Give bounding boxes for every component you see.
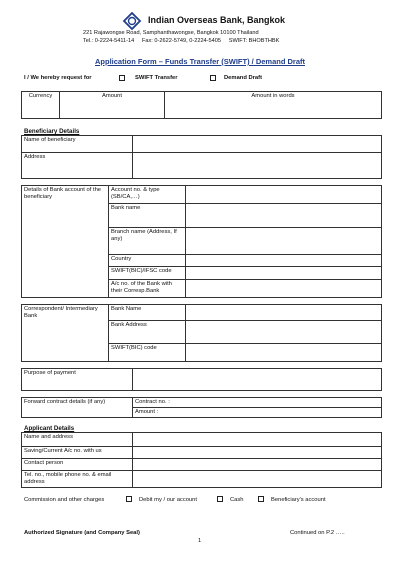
bank-name-field[interactable] (186, 204, 382, 228)
form-title: Application Form – Funds Transfer (SWIFT) / Demand Draft (95, 57, 306, 66)
forward-contract-label: Forward contract details (if any) (22, 398, 133, 418)
beneficiary-address-label: Address (22, 153, 133, 179)
bank-contacts: Tel.: 0-2224-5411-14 Fax: 0-2622-5749, 0-2224-5405 SWIFT: BHOBTHBK (83, 38, 280, 44)
beneficiary-account-checkbox[interactable] (258, 496, 264, 502)
debit-account-checkbox[interactable] (126, 496, 132, 502)
bank-account-label: Details of Bank account of the beneficiary (22, 186, 109, 298)
amount-in-words-label: Amount in words (251, 93, 295, 99)
demand-draft-checkbox[interactable] (210, 75, 216, 81)
applicant-account-field[interactable] (133, 447, 382, 459)
currency-field[interactable] (22, 92, 60, 119)
beneficiary-address-field[interactable] (133, 153, 382, 179)
bank-address: 221 Rajawongse Road, Samphanthawongse, Bangkok 10100 Thailand (83, 30, 259, 36)
amount-in-words-field[interactable] (165, 92, 382, 119)
cash-checkbox[interactable] (217, 496, 223, 502)
bank-name-label: Bank name (109, 204, 186, 228)
debit-account-label: Debit my / our account (139, 497, 197, 503)
country-label: Country (109, 255, 186, 267)
demand-draft-label: Demand Draft (224, 75, 263, 81)
account-no-label: Account no. & type (SB/CA,…) (109, 186, 186, 204)
beneficiary-heading: Beneficiary Details (24, 128, 80, 135)
signature-label: Authorized Signature (and Company Seal) (24, 530, 140, 536)
applicant-name-field[interactable] (133, 433, 382, 447)
swift-ifsc-label: SWIFT(BIC)/IFSC code (109, 267, 186, 280)
correspondent-label: Correspondent/ Intermediary Bank (22, 305, 109, 362)
bank-account-table (21, 185, 382, 298)
applicant-name-label: Name and address (22, 433, 133, 447)
corresp-account-field[interactable] (186, 280, 382, 298)
swift-transfer-checkbox[interactable] (119, 75, 125, 81)
beneficiary-account-label: Beneficiary's account (271, 497, 326, 503)
charges-label: Commission and other charges (24, 497, 105, 503)
purpose-label: Purpose of payment (22, 369, 133, 391)
contract-no-field[interactable] (133, 398, 382, 408)
corr-bank-name-label: Bank Name (109, 305, 186, 321)
amount-table (21, 91, 382, 119)
correspondent-table (21, 304, 382, 362)
swift-ifsc-field[interactable] (186, 267, 382, 280)
request-label: I / We hereby request for (24, 75, 92, 81)
amount-label: Amount (102, 93, 122, 99)
corr-swift-field[interactable] (186, 344, 382, 362)
applicant-account-label: Saving/Current A/c no. with us (22, 447, 133, 459)
beneficiary-name-field[interactable] (133, 136, 382, 153)
corresp-account-label: A/c no. of the Bank with their Corresp.Bank (109, 280, 186, 298)
purpose-field[interactable] (133, 369, 382, 391)
forward-contract-table (21, 397, 382, 418)
contact-details-field[interactable] (133, 471, 382, 488)
amount-field[interactable] (60, 92, 165, 119)
branch-name-label: Branch name (Address, If any) (109, 228, 186, 255)
continued-note: Continued on P.2 ….. (290, 530, 345, 536)
contact-person-label: Contact person (22, 459, 133, 471)
beneficiary-name-label: Name of beneficiary (22, 136, 133, 153)
purpose-table (21, 368, 382, 391)
corr-bank-name-field[interactable] (186, 305, 382, 321)
corr-bank-address-field[interactable] (186, 321, 382, 344)
beneficiary-table (21, 135, 382, 179)
corr-swift-label: SWIFT(BIC) code (109, 344, 186, 362)
contact-person-field[interactable] (133, 459, 382, 471)
branch-name-field[interactable] (186, 228, 382, 255)
contract-no-label: Contract no. : (135, 399, 170, 405)
bank-name: Indian Overseas Bank, Bangkok (148, 15, 286, 25)
currency-label: Currency (28, 93, 53, 99)
cash-label: Cash (230, 497, 244, 503)
applicant-table (21, 432, 382, 488)
swift-transfer-label: SWIFT Transfer (135, 75, 178, 81)
page-number: 1 (198, 538, 202, 544)
forward-amount-label: Amount : (135, 408, 159, 415)
bank-logo (122, 12, 142, 30)
applicant-heading: Applicant Details (24, 425, 75, 432)
contact-details-label: Tel. no., mobile phone no. & email address (22, 471, 133, 488)
forward-amount-field[interactable] (133, 407, 382, 417)
account-no-field[interactable] (186, 186, 382, 204)
country-field[interactable] (186, 255, 382, 267)
corr-bank-address-label: Bank Address (109, 321, 186, 344)
